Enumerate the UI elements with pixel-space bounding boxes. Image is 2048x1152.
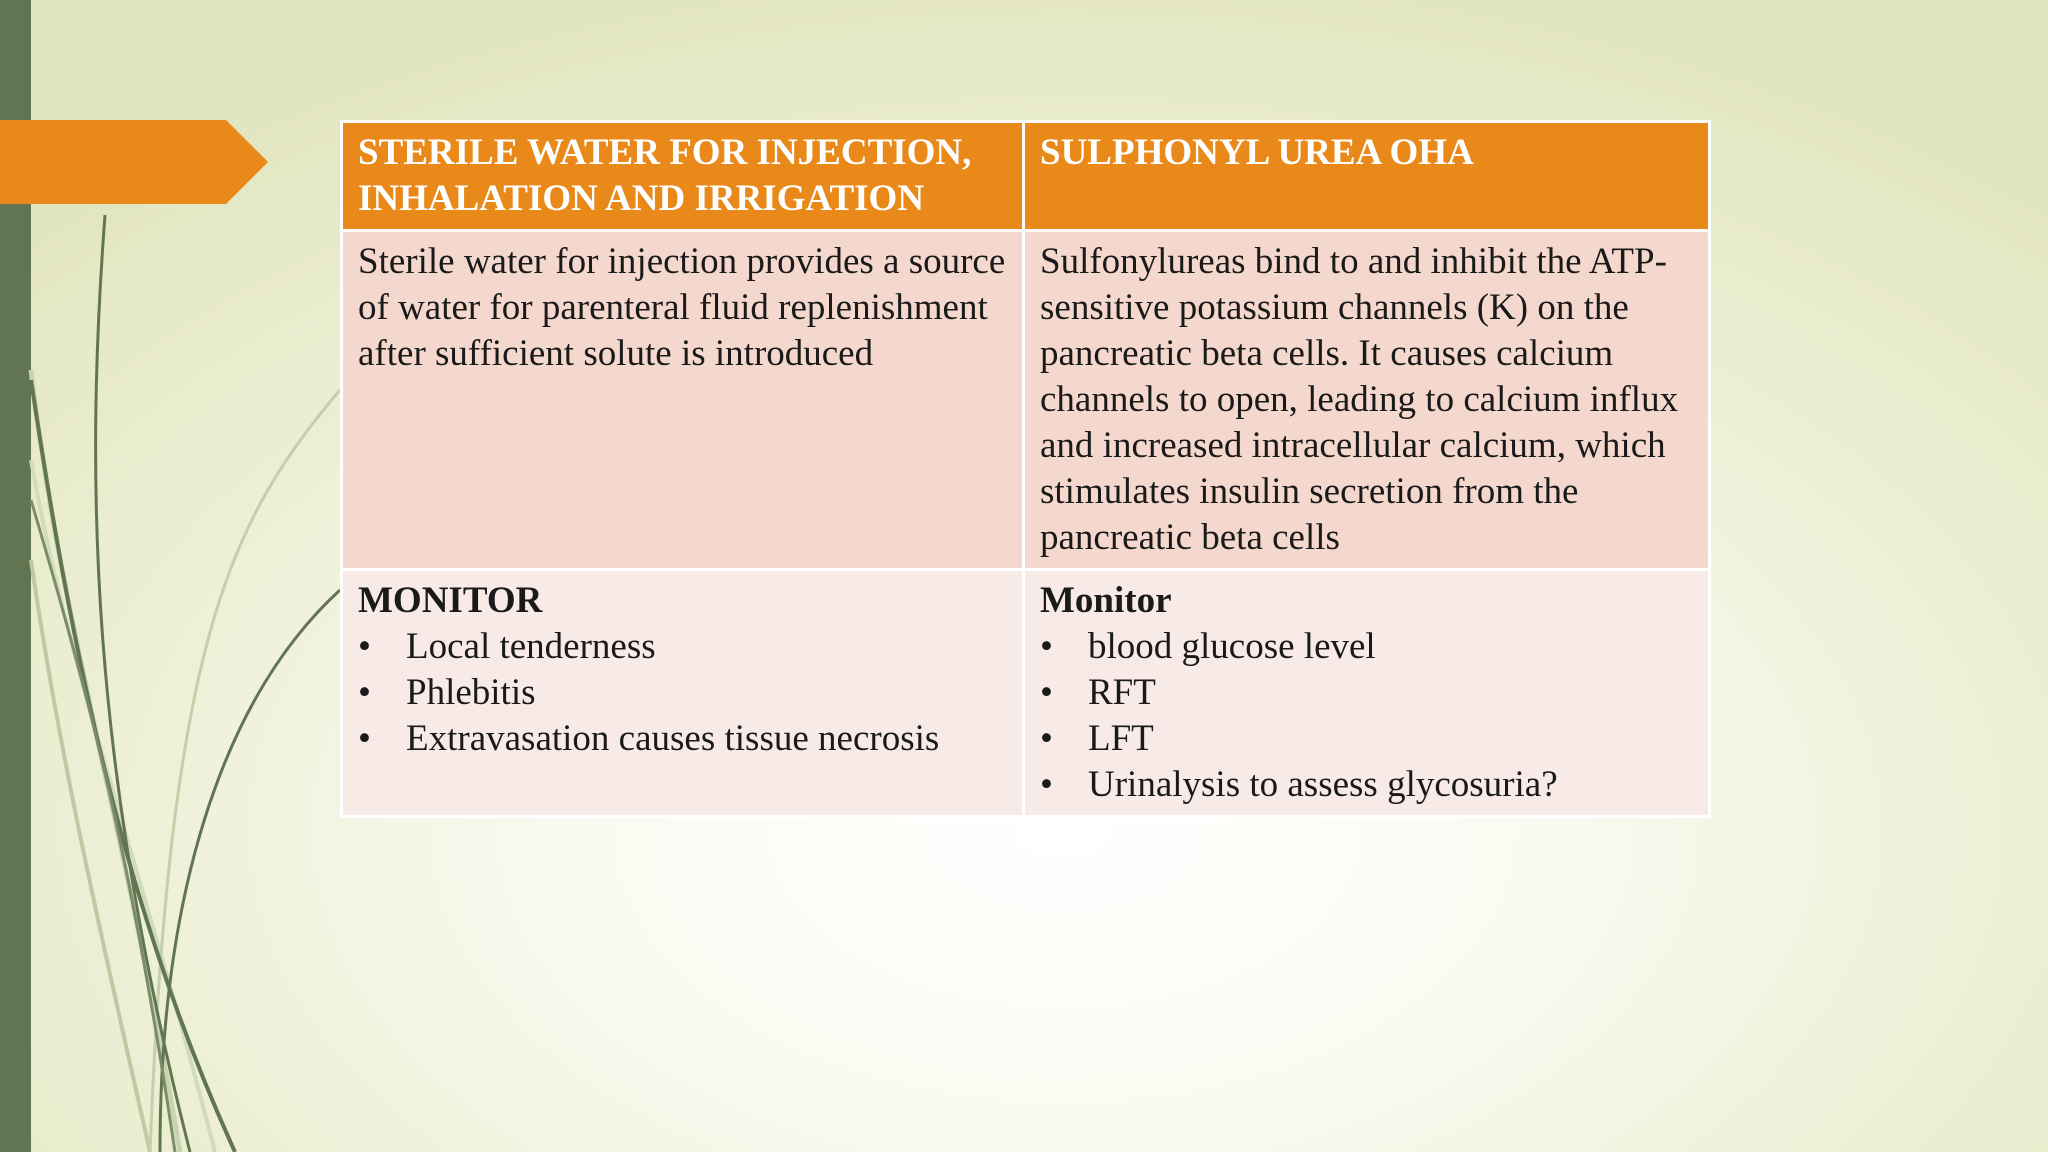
list-item	[1040, 762, 1693, 808]
list-item	[1040, 670, 1693, 716]
monitor-row	[342, 570, 1710, 817]
monitor-title: MONITOR	[358, 580, 543, 621]
monitor-list	[1040, 624, 1693, 808]
header-sulphonyl-urea: SULPHONYL UREA OHA	[1024, 122, 1710, 231]
bullet-icon: •	[358, 718, 371, 759]
table-header-row	[342, 122, 1710, 231]
list-item-text: Local tenderness	[406, 626, 656, 667]
description-row	[342, 231, 1710, 570]
comparison-table	[340, 120, 1711, 818]
list-item	[358, 716, 1007, 762]
monitor-cell-sterile-water	[342, 570, 1024, 817]
orange-arrow-tab	[0, 0, 300, 220]
list-item-text: Extravasation causes tissue necrosis	[406, 718, 940, 759]
monitor-title: Monitor	[1040, 580, 1172, 621]
list-item-text: Phlebitis	[406, 672, 536, 713]
bullet-icon: •	[358, 672, 371, 713]
bullet-icon: •	[1040, 764, 1053, 805]
list-item-text: LFT	[1088, 718, 1154, 759]
bullet-icon: •	[1040, 718, 1053, 759]
bullet-icon: •	[1040, 672, 1053, 713]
bullet-icon: •	[1040, 626, 1053, 667]
list-item-text: blood glucose level	[1088, 626, 1376, 667]
description-sterile-water: Sterile water for injection provides a source of water for parenteral fluid replenishment after sufficient solute is introduced	[342, 231, 1024, 570]
monitor-cell-sulphonyl-urea	[1024, 570, 1710, 817]
list-item	[358, 624, 1007, 670]
list-item-text: RFT	[1088, 672, 1156, 713]
list-item	[358, 670, 1007, 716]
list-item	[1040, 624, 1693, 670]
description-sulphonyl-urea: Sulfonylureas bind to and inhibit the ATP-sensitive potassium channels (K) on the pancreatic beta cells. It causes calcium channels to open, leading to calcium influx and increased intracellular calcium, which stimulates insulin secretion from the pancreatic beta cells	[1024, 231, 1710, 570]
list-item	[1040, 716, 1693, 762]
bullet-icon: •	[358, 626, 371, 667]
header-sterile-water: STERILE WATER FOR INJECTION, INHALATION AND IRRIGATION	[342, 122, 1024, 231]
monitor-list	[358, 624, 1007, 762]
list-item-text: Urinalysis to assess glycosuria?	[1088, 764, 1558, 805]
